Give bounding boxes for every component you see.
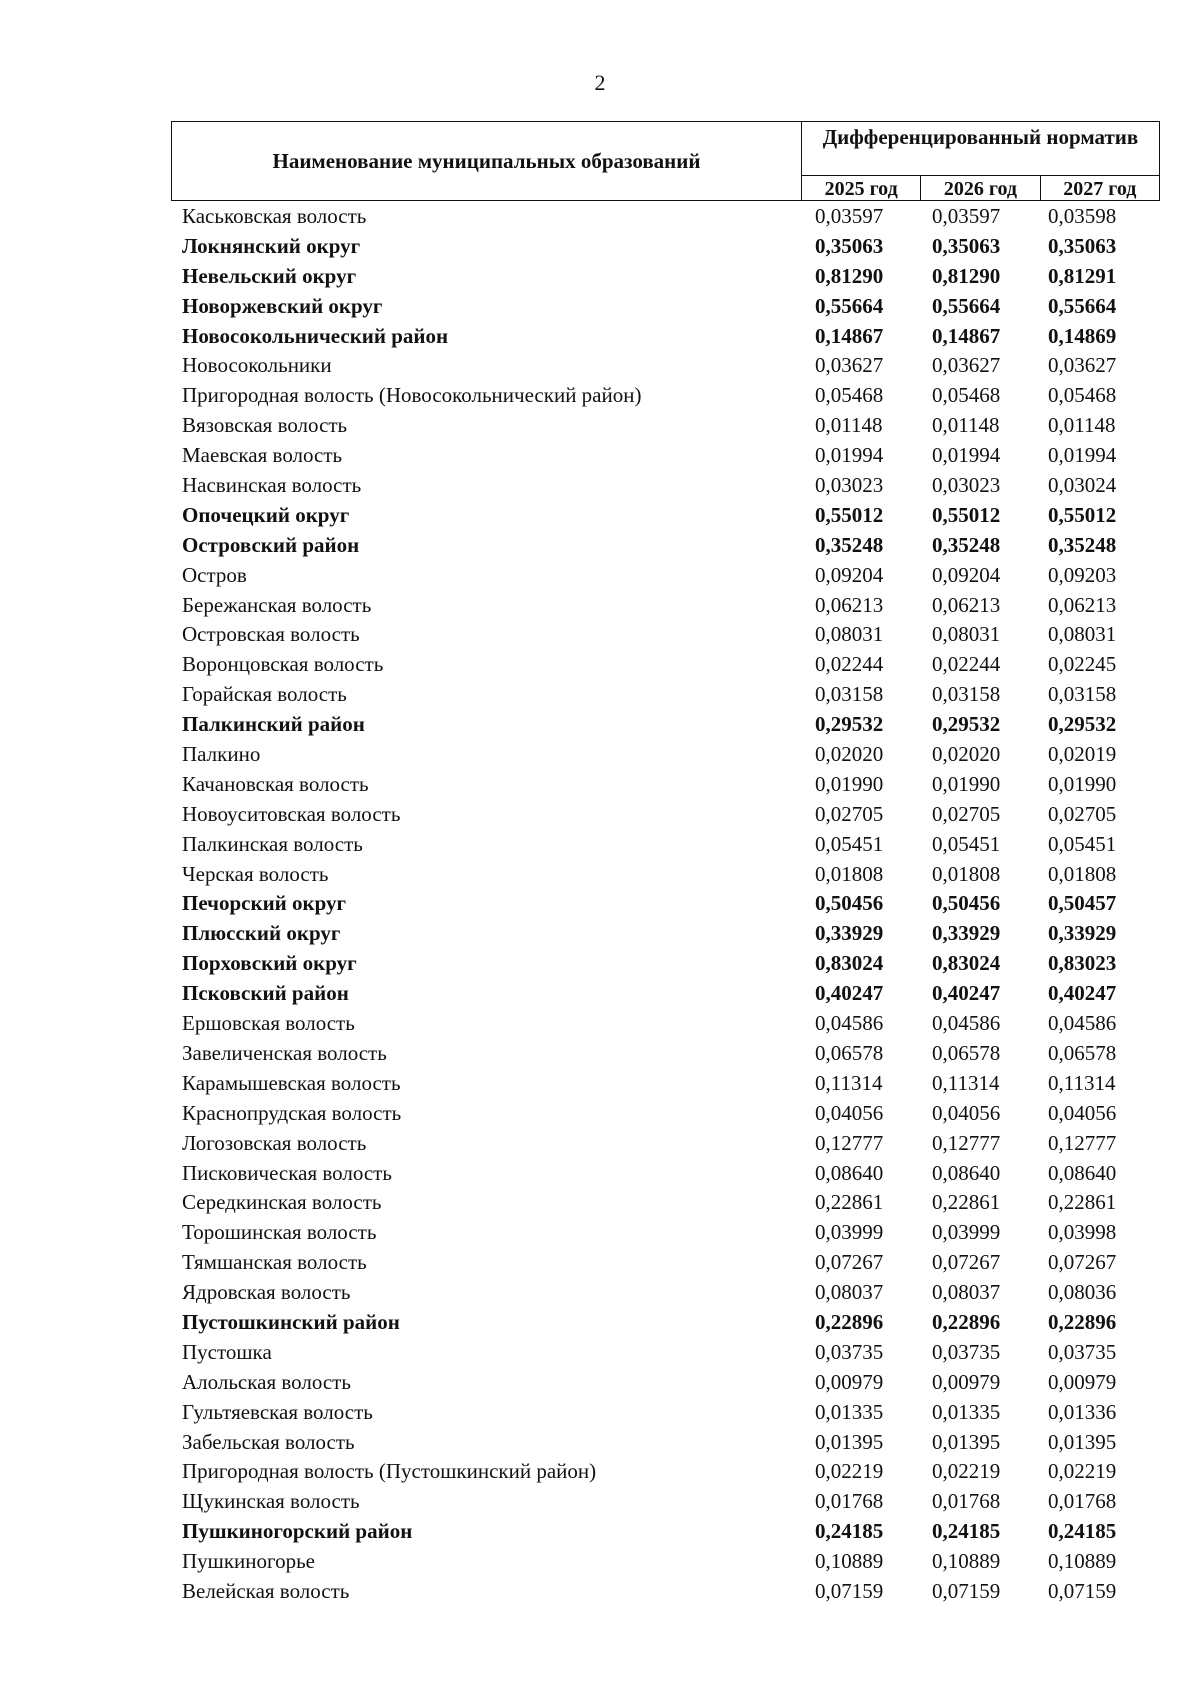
value-2027: 0,01336 bbox=[1048, 1399, 1117, 1424]
value-2025: 0,55012 bbox=[815, 502, 884, 527]
value-2025: 0,08640 bbox=[815, 1160, 884, 1185]
value-2026: 0,33929 bbox=[932, 921, 1001, 946]
table-row bbox=[0, 1486, 1200, 1516]
row-name: Островская волость bbox=[182, 622, 360, 647]
value-2027: 0,09203 bbox=[1048, 562, 1117, 587]
table-row bbox=[0, 799, 1200, 829]
table-row bbox=[0, 321, 1200, 351]
table-row bbox=[0, 1427, 1200, 1457]
row-name: Плюсский округ bbox=[182, 921, 341, 946]
value-2026: 0,03999 bbox=[932, 1220, 1001, 1245]
value-2027: 0,03627 bbox=[1048, 353, 1117, 378]
row-name: Алольская волость bbox=[182, 1369, 351, 1394]
row-name: Воронцовская волость bbox=[182, 652, 384, 677]
page-number: 2 bbox=[594, 70, 606, 95]
table-row bbox=[0, 530, 1200, 560]
table-row bbox=[0, 829, 1200, 859]
row-name: Опочецкий округ bbox=[182, 502, 350, 527]
value-2026: 0,09204 bbox=[932, 562, 1001, 587]
value-2026: 0,10889 bbox=[932, 1549, 1001, 1574]
value-2027: 0,50457 bbox=[1048, 891, 1117, 916]
table-row bbox=[0, 291, 1200, 321]
row-name: Печорский округ bbox=[182, 891, 347, 916]
value-2025: 0,29532 bbox=[815, 712, 884, 737]
value-2027: 0,29532 bbox=[1048, 712, 1117, 737]
row-name: Середкинская волость bbox=[182, 1190, 382, 1215]
value-2025: 0,35248 bbox=[815, 532, 884, 557]
value-2027: 0,10889 bbox=[1048, 1549, 1117, 1574]
value-2025: 0,11314 bbox=[815, 1070, 883, 1095]
value-2027: 0,03024 bbox=[1048, 473, 1117, 498]
value-2026: 0,08037 bbox=[932, 1280, 1001, 1305]
row-name: Маевская волость bbox=[182, 443, 343, 468]
table-row bbox=[0, 948, 1200, 978]
value-2026: 0,00979 bbox=[932, 1369, 1001, 1394]
value-2025: 0,04586 bbox=[815, 1011, 884, 1036]
value-2025: 0,33929 bbox=[815, 921, 884, 946]
table-row bbox=[0, 918, 1200, 948]
row-name: Бережанская волость bbox=[182, 592, 372, 617]
value-2025: 0,03597 bbox=[815, 204, 884, 228]
row-name: Вязовская волость bbox=[182, 413, 348, 438]
value-2025: 0,01808 bbox=[815, 861, 884, 886]
table-row bbox=[0, 590, 1200, 620]
value-2025: 0,08031 bbox=[815, 622, 884, 647]
row-name: Гультяевская волость bbox=[182, 1399, 373, 1424]
row-name: Локнянский округ bbox=[182, 233, 361, 258]
value-2027: 0,05468 bbox=[1048, 383, 1117, 408]
table-row bbox=[0, 440, 1200, 470]
value-2027: 0,55664 bbox=[1048, 293, 1117, 318]
row-name: Черская волость bbox=[182, 861, 329, 886]
value-2025: 0,12777 bbox=[815, 1130, 884, 1155]
row-name: Палкинская волость bbox=[182, 831, 363, 856]
row-name: Щукинская волость bbox=[182, 1489, 360, 1514]
value-2025: 0,14867 bbox=[815, 323, 884, 348]
value-2026: 0,03158 bbox=[932, 682, 1001, 707]
value-2026: 0,05451 bbox=[932, 831, 1001, 856]
table-row bbox=[0, 888, 1200, 918]
table-row bbox=[0, 1367, 1200, 1397]
table-row bbox=[0, 1516, 1200, 1546]
value-2027: 0,06578 bbox=[1048, 1040, 1117, 1065]
column-header-norm-title: Дифференцированный норматив bbox=[802, 122, 1159, 176]
row-name: Логозовская волость bbox=[182, 1130, 367, 1155]
value-2025: 0,02705 bbox=[815, 801, 884, 826]
table-row bbox=[0, 1576, 1200, 1606]
value-2025: 0,55664 bbox=[815, 293, 884, 318]
row-name: Насвинская волость bbox=[182, 473, 362, 498]
value-2025: 0,06578 bbox=[815, 1040, 884, 1065]
value-2026: 0,01808 bbox=[932, 861, 1001, 886]
value-2027: 0,24185 bbox=[1048, 1519, 1117, 1544]
value-2026: 0,06578 bbox=[932, 1040, 1001, 1065]
table-row bbox=[0, 1008, 1200, 1038]
value-2026: 0,08640 bbox=[932, 1160, 1001, 1185]
value-2026: 0,01395 bbox=[932, 1429, 1001, 1454]
value-2027: 0,83023 bbox=[1048, 951, 1117, 976]
table-row bbox=[0, 410, 1200, 440]
table-row bbox=[0, 649, 1200, 679]
value-2026: 0,55664 bbox=[932, 293, 1001, 318]
table-row bbox=[0, 1187, 1200, 1217]
value-2027: 0,02705 bbox=[1048, 801, 1117, 826]
value-2027: 0,06213 bbox=[1048, 592, 1117, 617]
value-2027: 0,04056 bbox=[1048, 1100, 1117, 1125]
value-2027: 0,07267 bbox=[1048, 1250, 1117, 1275]
value-2026: 0,12777 bbox=[932, 1130, 1001, 1155]
row-name: Невельский округ bbox=[182, 263, 357, 288]
table-row bbox=[0, 350, 1200, 380]
table-row bbox=[0, 1397, 1200, 1427]
value-2025: 0,03735 bbox=[815, 1339, 884, 1364]
table-row bbox=[0, 739, 1200, 769]
value-2025: 0,50456 bbox=[815, 891, 884, 916]
value-2027: 0,00979 bbox=[1048, 1369, 1117, 1394]
table-row bbox=[0, 709, 1200, 739]
value-2026: 0,01335 bbox=[932, 1399, 1001, 1424]
row-name: Торошинская волость bbox=[182, 1220, 377, 1245]
value-2027: 0,22861 bbox=[1048, 1190, 1117, 1215]
value-2026: 0,02244 bbox=[932, 652, 1001, 677]
value-2027: 0,11314 bbox=[1048, 1070, 1116, 1095]
row-name: Пушкиногорье bbox=[182, 1549, 316, 1574]
column-header-years bbox=[802, 176, 1159, 200]
value-2027: 0,05451 bbox=[1048, 831, 1117, 856]
value-2026: 0,22896 bbox=[932, 1309, 1001, 1334]
value-2026: 0,01990 bbox=[932, 771, 1001, 796]
table-header bbox=[171, 121, 1160, 201]
value-2025: 0,03999 bbox=[815, 1220, 884, 1245]
table-row bbox=[0, 1337, 1200, 1367]
table-row bbox=[0, 679, 1200, 709]
value-2027: 0,12777 bbox=[1048, 1130, 1117, 1155]
column-header-norm-group bbox=[802, 122, 1159, 200]
value-2027: 0,55012 bbox=[1048, 502, 1117, 527]
value-2026: 0,01148 bbox=[932, 413, 1000, 438]
value-2025: 0,02244 bbox=[815, 652, 884, 677]
row-name: Велейская волость bbox=[182, 1578, 350, 1603]
value-2026: 0,01768 bbox=[932, 1489, 1001, 1514]
row-name: Пригородная волость (Новосокольнический район) bbox=[182, 383, 642, 408]
value-2027: 0,33929 bbox=[1048, 921, 1117, 946]
row-name: Завеличенская волость bbox=[182, 1040, 387, 1065]
row-name: Новоуситовская волость bbox=[182, 801, 401, 826]
value-2025: 0,00979 bbox=[815, 1369, 884, 1394]
value-2026: 0,07159 bbox=[932, 1578, 1001, 1603]
value-2027: 0,81291 bbox=[1048, 263, 1117, 288]
value-2025: 0,01148 bbox=[815, 413, 883, 438]
value-2027: 0,02245 bbox=[1048, 652, 1117, 677]
value-2027: 0,01148 bbox=[1048, 413, 1116, 438]
value-2027: 0,01395 bbox=[1048, 1429, 1117, 1454]
column-header-year-2026: 2026 год bbox=[921, 176, 1040, 200]
table-row bbox=[0, 261, 1200, 291]
value-2025: 0,35063 bbox=[815, 233, 884, 258]
value-2027: 0,03158 bbox=[1048, 682, 1117, 707]
value-2027: 0,08031 bbox=[1048, 622, 1117, 647]
table-body bbox=[0, 201, 1200, 1606]
row-name: Новосокольники bbox=[182, 353, 332, 378]
value-2025: 0,01768 bbox=[815, 1489, 884, 1514]
value-2025: 0,07159 bbox=[815, 1578, 884, 1603]
table-row bbox=[0, 1546, 1200, 1576]
row-name: Пушкиногорский район bbox=[182, 1519, 413, 1544]
row-name: Забельская волость bbox=[182, 1429, 355, 1454]
row-name: Ядровская волость bbox=[182, 1280, 351, 1305]
value-2026: 0,02705 bbox=[932, 801, 1001, 826]
row-name: Пригородная волость (Пустошкинский район) bbox=[182, 1459, 597, 1484]
row-name: Пустошкинский район bbox=[182, 1309, 400, 1334]
value-2025: 0,07267 bbox=[815, 1250, 884, 1275]
table-row bbox=[0, 1247, 1200, 1277]
value-2027: 0,02219 bbox=[1048, 1459, 1117, 1484]
value-2027: 0,14869 bbox=[1048, 323, 1117, 348]
value-2026: 0,04586 bbox=[932, 1011, 1001, 1036]
value-2026: 0,03597 bbox=[932, 204, 1001, 228]
value-2027: 0,35248 bbox=[1048, 532, 1117, 557]
value-2025: 0,83024 bbox=[815, 951, 884, 976]
value-2025: 0,06213 bbox=[815, 592, 884, 617]
value-2026: 0,01994 bbox=[932, 443, 1001, 468]
value-2026: 0,55012 bbox=[932, 502, 1001, 527]
value-2025: 0,02219 bbox=[815, 1459, 884, 1484]
table-row bbox=[0, 1098, 1200, 1128]
table-row bbox=[0, 1068, 1200, 1098]
row-name: Каськовская волость bbox=[182, 204, 367, 228]
value-2025: 0,03023 bbox=[815, 473, 884, 498]
value-2025: 0,04056 bbox=[815, 1100, 884, 1125]
table-row bbox=[0, 1038, 1200, 1068]
table-row bbox=[0, 560, 1200, 590]
row-name: Краснопрудская волость bbox=[182, 1100, 402, 1125]
value-2027: 0,01808 bbox=[1048, 861, 1117, 886]
row-name: Тямшанская волость bbox=[182, 1250, 367, 1275]
row-name: Островский район bbox=[182, 532, 360, 557]
table-row bbox=[0, 1277, 1200, 1307]
value-2027: 0,01994 bbox=[1048, 443, 1117, 468]
value-2026: 0,40247 bbox=[932, 981, 1001, 1006]
value-2025: 0,08037 bbox=[815, 1280, 884, 1305]
value-2027: 0,07159 bbox=[1048, 1578, 1117, 1603]
row-name: Остров bbox=[182, 562, 247, 587]
value-2026: 0,83024 bbox=[932, 951, 1001, 976]
value-2027: 0,01990 bbox=[1048, 771, 1117, 796]
table-row bbox=[0, 470, 1200, 500]
value-2027: 0,08036 bbox=[1048, 1280, 1117, 1305]
value-2025: 0,24185 bbox=[815, 1519, 884, 1544]
row-name: Порховский округ bbox=[182, 951, 357, 976]
table-row bbox=[0, 1158, 1200, 1188]
value-2026: 0,02020 bbox=[932, 742, 1001, 767]
table-row bbox=[0, 1217, 1200, 1247]
value-2026: 0,05468 bbox=[932, 383, 1001, 408]
value-2025: 0,01335 bbox=[815, 1399, 884, 1424]
value-2026: 0,06213 bbox=[932, 592, 1001, 617]
row-name: Качановская волость bbox=[182, 771, 369, 796]
value-2026: 0,14867 bbox=[932, 323, 1001, 348]
row-name: Новосокольнический район bbox=[182, 323, 449, 348]
value-2025: 0,22861 bbox=[815, 1190, 884, 1215]
table-row bbox=[0, 619, 1200, 649]
table-row bbox=[0, 978, 1200, 1008]
value-2025: 0,40247 bbox=[815, 981, 884, 1006]
value-2025: 0,22896 bbox=[815, 1309, 884, 1334]
row-name: Новоржевский округ bbox=[182, 293, 383, 318]
value-2025: 0,10889 bbox=[815, 1549, 884, 1574]
value-2025: 0,03158 bbox=[815, 682, 884, 707]
table-row bbox=[0, 769, 1200, 799]
value-2027: 0,35063 bbox=[1048, 233, 1117, 258]
value-2026: 0,22861 bbox=[932, 1190, 1001, 1215]
column-header-name: Наименование муниципальных образований bbox=[172, 122, 802, 200]
row-name: Пустошка bbox=[182, 1339, 272, 1364]
row-name: Горайская волость bbox=[182, 682, 347, 707]
value-2026: 0,03023 bbox=[932, 473, 1001, 498]
table-row bbox=[0, 380, 1200, 410]
table-row bbox=[0, 500, 1200, 530]
table-row bbox=[0, 201, 1200, 231]
row-name: Писковическая волость bbox=[182, 1160, 392, 1185]
value-2027: 0,03598 bbox=[1048, 204, 1117, 228]
value-2027: 0,04586 bbox=[1048, 1011, 1117, 1036]
value-2025: 0,01990 bbox=[815, 771, 884, 796]
value-2027: 0,03735 bbox=[1048, 1339, 1117, 1364]
value-2025: 0,05468 bbox=[815, 383, 884, 408]
table-row bbox=[0, 231, 1200, 261]
value-2026: 0,11314 bbox=[932, 1070, 1000, 1095]
value-2025: 0,01994 bbox=[815, 443, 884, 468]
value-2026: 0,50456 bbox=[932, 891, 1001, 916]
row-name: Псковский район bbox=[182, 981, 349, 1006]
value-2026: 0,07267 bbox=[932, 1250, 1001, 1275]
row-name: Палкино bbox=[182, 742, 261, 767]
value-2025: 0,09204 bbox=[815, 562, 884, 587]
value-2025: 0,81290 bbox=[815, 263, 884, 288]
column-header-year-2027: 2027 год bbox=[1063, 178, 1137, 200]
value-2027: 0,01768 bbox=[1048, 1489, 1117, 1514]
value-2027: 0,22896 bbox=[1048, 1309, 1117, 1334]
value-2027: 0,08640 bbox=[1048, 1160, 1117, 1185]
value-2026: 0,81290 bbox=[932, 263, 1001, 288]
value-2026: 0,29532 bbox=[932, 712, 1001, 737]
value-2025: 0,03627 bbox=[815, 353, 884, 378]
table-row bbox=[0, 1456, 1200, 1486]
value-2026: 0,35063 bbox=[932, 233, 1001, 258]
table-row bbox=[0, 859, 1200, 889]
row-name: Палкинский район bbox=[182, 712, 365, 737]
table-row bbox=[0, 1128, 1200, 1158]
value-2027: 0,02019 bbox=[1048, 742, 1117, 767]
value-2026: 0,35248 bbox=[932, 532, 1001, 557]
row-name: Карамышевская волость bbox=[182, 1070, 401, 1095]
value-2026: 0,03627 bbox=[932, 353, 1001, 378]
value-2025: 0,05451 bbox=[815, 831, 884, 856]
column-header-year-2025: 2025 год bbox=[802, 176, 921, 200]
value-2026: 0,02219 bbox=[932, 1459, 1001, 1484]
value-2026: 0,24185 bbox=[932, 1519, 1001, 1544]
value-2026: 0,04056 bbox=[932, 1100, 1001, 1125]
value-2026: 0,03735 bbox=[932, 1339, 1001, 1364]
value-2025: 0,02020 bbox=[815, 742, 884, 767]
value-2025: 0,01395 bbox=[815, 1429, 884, 1454]
row-name: Ершовская волость bbox=[182, 1011, 355, 1036]
value-2027: 0,03998 bbox=[1048, 1220, 1117, 1245]
value-2026: 0,08031 bbox=[932, 622, 1001, 647]
table-row bbox=[0, 1307, 1200, 1337]
value-2027: 0,40247 bbox=[1048, 981, 1117, 1006]
